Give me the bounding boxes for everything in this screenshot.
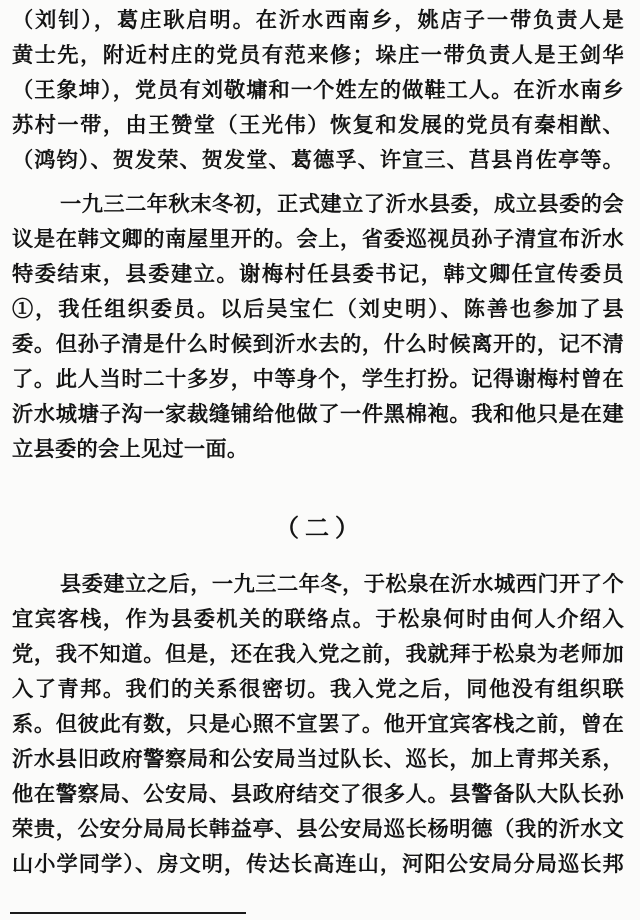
text-line: 立县委的会上见过一面。 bbox=[12, 436, 249, 461]
section-heading: （二） bbox=[275, 513, 365, 542]
text-line: 特委结束，县委建立。谢梅村任县委书记，韩文卿任宣传委员 bbox=[12, 261, 624, 286]
text-line: 黄士先，附近村庄的党员有范来修；垛庄一带负责人是王剑华 bbox=[12, 42, 624, 67]
text-line: ①，我任组织委员。以后吴宝仁（刘史明）、陈善也参加了县 bbox=[12, 296, 624, 321]
text-line: 山小学同学）、房文明，传达长高连山，河阳公安局分局巡长邦 bbox=[12, 851, 624, 876]
text-line: 沂水城塘子沟一家裁缝铺给他做了一件黑棉袍。我和他只是在建 bbox=[12, 401, 624, 426]
text-line: 议是在韩文卿的南屋里开的。会上，省委巡视员孙子清宣布沂水 bbox=[12, 226, 624, 251]
text-line: （鸿钧）、贺发荣、贺发堂、葛德孚、许宣三、莒县肖佐亭等。 bbox=[12, 147, 624, 172]
text-line: 入了青邦。我们的关系很密切。我入党之后，同他没有组织联 bbox=[12, 676, 624, 701]
text-line: 苏村一带，由王赞堂（王光伟）恢复和发展的党员有秦相猷、 bbox=[12, 112, 624, 137]
text-line: （刘钊），葛庄耿启明。在沂水西南乡，姚店子一带负责人是 bbox=[12, 7, 624, 32]
text-line: 县委建立之后，一九三二年冬，于松泉在沂水城西门开了个 bbox=[60, 571, 624, 596]
text-line: 党，我不知道。但是，还在我入党之前，我就拜于松泉为老师加 bbox=[12, 641, 624, 666]
text-line: 了。此人当时二十多岁，中等身个，学生打扮。记得谢梅村曾在 bbox=[12, 366, 624, 391]
text-line: 系。但彼此有数，只是心照不宣罢了。他开宜宾客栈之前，曾在 bbox=[12, 711, 624, 736]
text-line: 宜宾客栈，作为县委机关的联络点。于松泉何时由何人介绍入 bbox=[12, 606, 624, 631]
text-line: 他在警察局、公安局、县政府结交了很多人。县警备队大队长孙 bbox=[12, 781, 624, 806]
text-line: 一九三二年秋末冬初，正式建立了沂水县委，成立县委的会 bbox=[60, 191, 624, 216]
text-line: 委。但孙子清是什么时候到沂水去的，什么时候离开的，记不清 bbox=[12, 331, 624, 356]
text-line: 沂水县旧政府警察局和公安局当过队长、巡长，加上青邦关系， bbox=[12, 746, 624, 771]
footnote-divider bbox=[10, 912, 246, 914]
text-line: 荣贵，公安分局局长韩益亭、县公安局巡长杨明德（我的沂水文 bbox=[12, 816, 624, 841]
text-line: （王象坤），党员有刘敬墉和一个姓左的做鞋工人。在沂水南乡 bbox=[12, 77, 624, 102]
